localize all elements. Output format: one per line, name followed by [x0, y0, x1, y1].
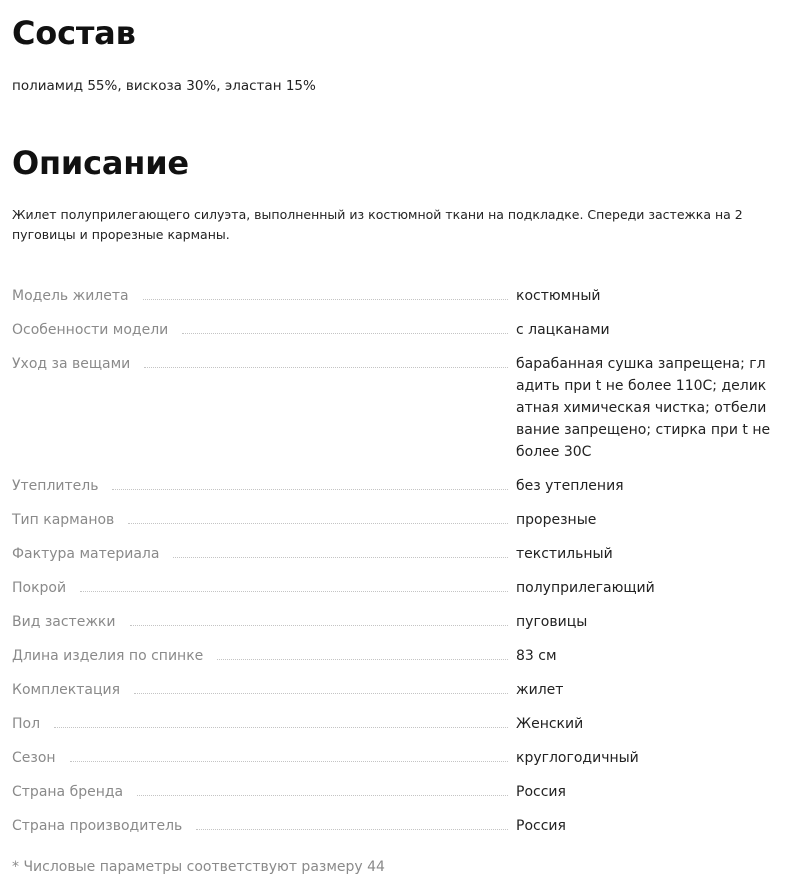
size-footnote: * Числовые параметры соответствуют размеру 44	[12, 859, 385, 875]
spec-value: Женский	[516, 716, 584, 732]
spec-label: Вид застежки	[12, 614, 116, 630]
spec-value: жилет	[516, 682, 564, 698]
dotted-leader	[143, 285, 508, 300]
composition-text: полиамид 55%, вискоза 30%, эластан 15%	[12, 78, 316, 94]
spec-value: полуприлегающий	[516, 580, 655, 596]
spec-label: Особенности модели	[12, 322, 169, 338]
spec-label: Фактура материала	[12, 546, 160, 562]
spec-label: Страна производитель	[12, 818, 183, 834]
spec-row	[12, 577, 792, 599]
spec-row	[12, 543, 792, 565]
spec-label-cell	[12, 319, 516, 341]
spec-row	[12, 509, 792, 531]
spec-label: Комплектация	[12, 682, 121, 698]
spec-value: прорезные	[516, 512, 597, 528]
spec-label: Покрой	[12, 580, 67, 596]
spec-value: барабанная сушка запрещена; гладить при t не более 110С; деликатная химическая чистка; отбеливание запрещено; стирка при t не более 30С	[516, 356, 771, 460]
spec-label: Страна бренда	[12, 784, 124, 800]
spec-label-cell	[12, 679, 516, 701]
dotted-leader	[130, 611, 509, 626]
composition-heading: Состав	[12, 14, 136, 52]
spec-row	[12, 319, 792, 341]
description-text: Жилет полуприлегающего силуэта, выполненный из костюмной ткани на подкладке. Спереди застежка на 2 пуговицы и прорезные карманы.	[12, 207, 743, 242]
spec-value: текстильный	[516, 546, 613, 562]
spec-row	[12, 475, 792, 497]
spec-label: Длина изделия по спинке	[12, 648, 204, 664]
spec-label: Уход за вещами	[12, 356, 131, 372]
dotted-leader	[137, 781, 508, 796]
spec-label: Сезон	[12, 750, 56, 766]
spec-row	[12, 353, 792, 463]
dotted-leader	[128, 509, 508, 524]
spec-value: костюмный	[516, 288, 601, 304]
spec-row	[12, 747, 792, 769]
spec-row	[12, 815, 792, 837]
spec-label: Утеплитель	[12, 478, 99, 494]
spec-label-cell	[12, 747, 516, 769]
spec-value: круглогодичный	[516, 750, 639, 766]
spec-label-cell	[12, 285, 516, 307]
description-heading: Описание	[12, 144, 189, 182]
spec-label-cell	[12, 781, 516, 803]
spec-label-cell	[12, 645, 516, 667]
spec-row	[12, 645, 792, 667]
dotted-leader	[182, 319, 508, 334]
spec-label: Модель жилета	[12, 288, 129, 304]
spec-label-cell	[12, 353, 516, 375]
dotted-leader	[173, 543, 508, 558]
dotted-leader	[80, 577, 508, 592]
spec-value: с лацканами	[516, 322, 610, 338]
spec-label: Тип карманов	[12, 512, 115, 528]
dotted-leader	[70, 747, 508, 762]
dotted-leader	[144, 353, 508, 368]
spec-label-cell	[12, 509, 516, 531]
spec-label-cell	[12, 611, 516, 633]
spec-label-cell	[12, 543, 516, 565]
spec-label-cell	[12, 815, 516, 837]
dotted-leader	[217, 645, 508, 660]
spec-row	[12, 285, 792, 307]
spec-label: Пол	[12, 716, 41, 732]
spec-row	[12, 611, 792, 633]
dotted-leader	[134, 679, 508, 694]
dotted-leader	[112, 475, 508, 490]
spec-label-cell	[12, 475, 516, 497]
spec-value: Россия	[516, 818, 566, 834]
spec-value: 83 см	[516, 648, 557, 664]
spec-label-cell	[12, 713, 516, 735]
spec-row	[12, 713, 792, 735]
spec-label-cell	[12, 577, 516, 599]
spec-value: пуговицы	[516, 614, 588, 630]
specs-table	[12, 285, 792, 849]
spec-row	[12, 679, 792, 701]
spec-value: без утепления	[516, 478, 624, 494]
dotted-leader	[54, 713, 508, 728]
spec-row	[12, 781, 792, 803]
spec-value: Россия	[516, 784, 566, 800]
dotted-leader	[196, 815, 508, 830]
